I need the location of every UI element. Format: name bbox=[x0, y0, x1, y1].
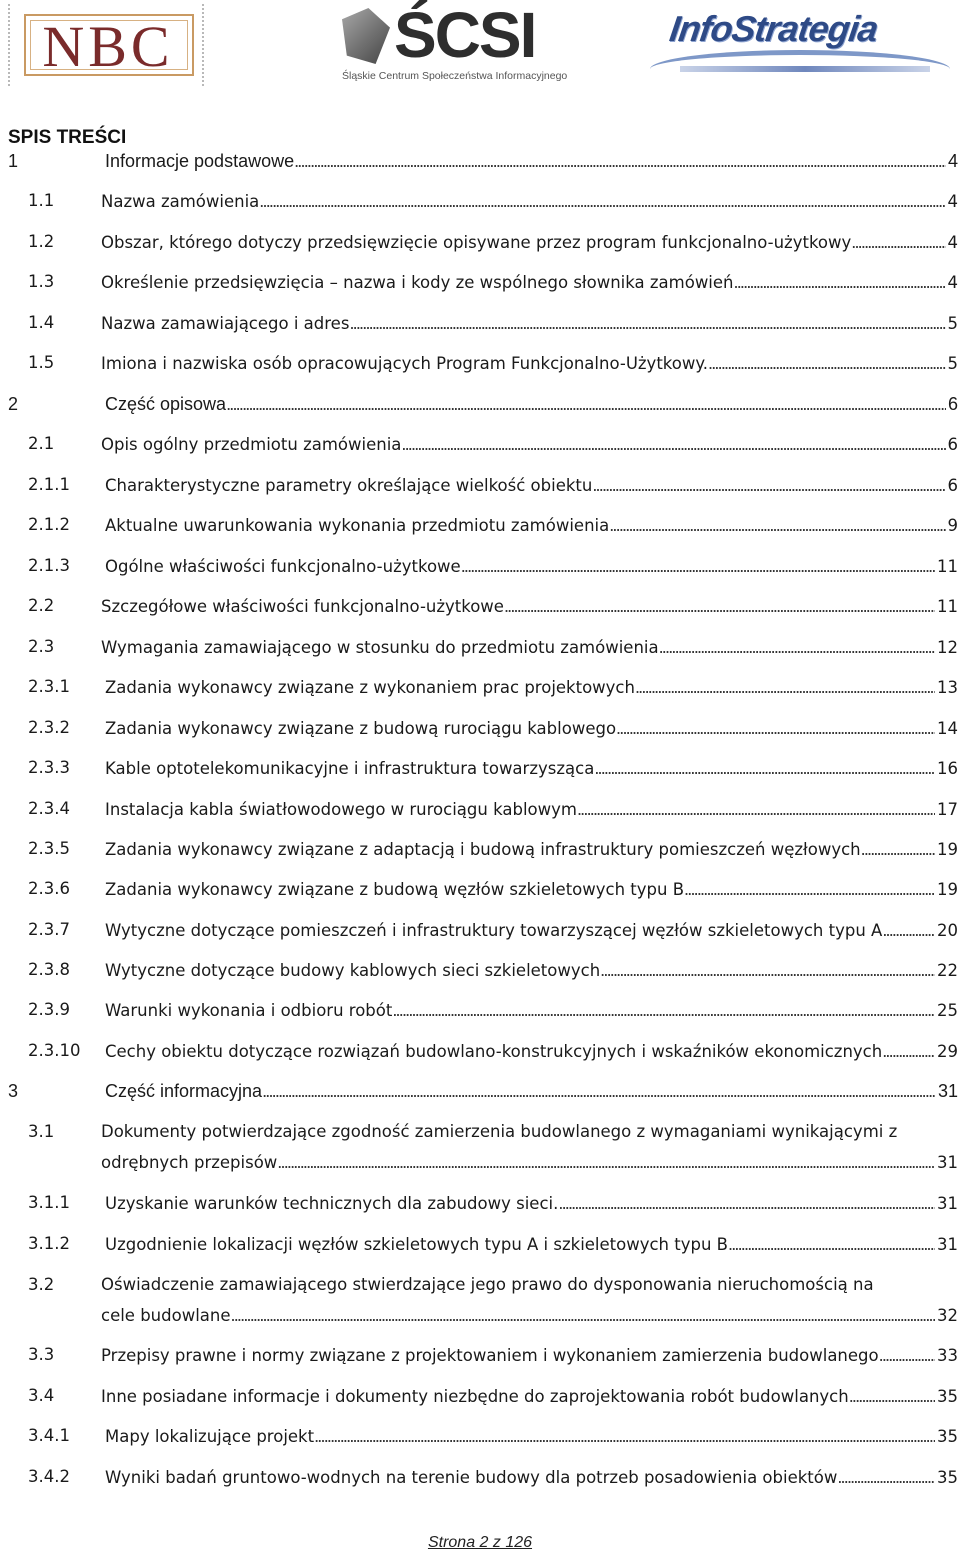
toc-entry-title: Wymagania zamawiającego w stosunku do przedmiotu zamówienia bbox=[101, 638, 659, 657]
toc-entry-leader-dots bbox=[635, 672, 935, 702]
toc-entry-title: Obszar, którego dotyczy przedsięwzięcie opisywane przez program funkcjonalno-użytkowy bbox=[101, 233, 852, 252]
toc-entry-number: 3.2 bbox=[28, 1275, 55, 1294]
toc-entry-number: 1.2 bbox=[28, 232, 55, 251]
toc-entry-page-number: 11 bbox=[937, 557, 958, 576]
toc-entry-line bbox=[105, 146, 958, 176]
toc-entry-page-number: 33 bbox=[937, 1346, 958, 1365]
toc-entry-title: Wytyczne dotyczące budowy kablowych sieci szkieletowych bbox=[105, 961, 601, 980]
toc-entry-line bbox=[105, 995, 958, 1026]
toc-entry[interactable] bbox=[8, 389, 958, 419]
page-footer: Strona 2 z 126 bbox=[427, 1534, 533, 1551]
toc-entry-leader-dots bbox=[616, 713, 935, 743]
toc-entry-number: 2.3.9 bbox=[28, 1000, 70, 1019]
toc-entry-title: Zadania wykonawcy związane z wykonaniem prac projektowych bbox=[105, 678, 635, 697]
toc-entry[interactable] bbox=[28, 1270, 958, 1330]
toc-entry[interactable] bbox=[28, 713, 958, 743]
toc-entry-line bbox=[101, 227, 958, 258]
toc-entry-page-number: 16 bbox=[937, 759, 958, 778]
toc-heading: SPIS TREŚCI bbox=[8, 127, 127, 148]
toc-entry-page-number: 13 bbox=[937, 678, 958, 697]
toc-entry-leader-dots bbox=[259, 186, 945, 216]
toc-entry-line bbox=[101, 1300, 958, 1331]
toc-entry-line bbox=[105, 510, 958, 541]
toc-entry[interactable] bbox=[28, 470, 958, 500]
toc-entry-line bbox=[101, 429, 958, 460]
toc-entry-number: 1.1 bbox=[28, 191, 55, 210]
toc-entry-number: 2.3.3 bbox=[28, 758, 70, 777]
toc-entry-leader-dots bbox=[882, 915, 935, 945]
toc-entry[interactable] bbox=[28, 308, 958, 338]
toc-entry[interactable] bbox=[28, 551, 958, 581]
toc-entry-page-number: 4 bbox=[947, 273, 958, 292]
toc-entry-number: 3.1 bbox=[28, 1122, 55, 1141]
toc-entry-title: Zadania wykonawcy związane z budową węzłów szkieletowych typu B bbox=[105, 880, 685, 899]
toc-entry-number: 2 bbox=[8, 394, 19, 414]
toc-entry-line bbox=[105, 1421, 958, 1452]
toc-entry-page-number: 29 bbox=[937, 1042, 958, 1061]
toc-entry[interactable] bbox=[28, 632, 958, 662]
toc-entry-title: Aktualne uwarunkowania wykonania przedmiotu zamówienia bbox=[105, 516, 610, 535]
toc-entry-title: Mapy lokalizujące projekt bbox=[105, 1427, 315, 1446]
toc-entry[interactable] bbox=[28, 429, 958, 459]
toc-entry-title: Nazwa zamówienia bbox=[101, 192, 260, 211]
toc-entry-page-number: 6 bbox=[947, 476, 958, 495]
toc-entry-line bbox=[101, 267, 958, 298]
toc-entry-title: Inne posiadane informacje i dokumenty niezbędne do zaprojektowania robót budowlanych bbox=[101, 1387, 849, 1406]
toc-entry-title: Warunki wykonania i odbioru robót bbox=[105, 1001, 393, 1020]
toc-entry-line bbox=[105, 1076, 958, 1106]
toc-entry-title: Instalacja kabla światłowodowego w rurociągu kablowym bbox=[105, 800, 577, 819]
toc-entry[interactable] bbox=[28, 1381, 958, 1411]
toc-entry[interactable] bbox=[28, 955, 958, 985]
toc-entry-page-number: 5 bbox=[947, 354, 958, 373]
toc-entry[interactable] bbox=[28, 510, 958, 540]
toc-entry-line bbox=[105, 551, 958, 582]
toc-entry-leader-dots bbox=[851, 227, 945, 257]
toc-entry[interactable] bbox=[28, 267, 958, 297]
toc-entry-title: Część opisowa bbox=[105, 394, 227, 414]
toc-entry-line bbox=[105, 915, 958, 946]
toc-entry-number: 2.3.2 bbox=[28, 718, 70, 737]
toc-entry-title: Wytyczne dotyczące pomieszczeń i infrastruktury towarzyszącej węzłów szkieletowych typu A bbox=[105, 921, 883, 940]
toc-entry-number: 2.2 bbox=[28, 596, 55, 615]
toc-entry-leader-dots bbox=[592, 470, 945, 500]
toc-entry-page-number: 25 bbox=[937, 1001, 958, 1020]
toc-entry[interactable] bbox=[28, 1036, 958, 1066]
toc-entry-page-number: 17 bbox=[937, 800, 958, 819]
toc-entry-leader-dots bbox=[277, 1147, 935, 1177]
nbc-logo-text: NBC bbox=[42, 14, 174, 79]
toc-entry-page-number: 4 bbox=[947, 233, 958, 252]
toc-entry-page-number: 19 bbox=[937, 840, 958, 859]
toc-entry-page-number: 4 bbox=[947, 192, 958, 211]
toc-entry-page-number: 31 bbox=[937, 1194, 958, 1213]
toc-entry-page-number: 5 bbox=[947, 314, 958, 333]
infostrategia-logo bbox=[640, 4, 958, 88]
toc-entry-number: 1.3 bbox=[28, 272, 55, 291]
nbc-logo bbox=[8, 4, 204, 86]
toc-entry-line bbox=[105, 955, 958, 986]
toc-entry-number: 2.1 bbox=[28, 434, 55, 453]
toc-entry-leader-dots bbox=[659, 632, 935, 662]
toc-entry-title: Opis ogólny przedmiotu zamówienia bbox=[101, 435, 402, 454]
toc-entry-page-number: 6 bbox=[947, 435, 958, 454]
toc-entry-line bbox=[101, 348, 958, 379]
toc-entry-number: 2.1.3 bbox=[28, 556, 70, 575]
toc-entry-title: Kable optotelekomunikacyjne i infrastruktura towarzysząca bbox=[105, 759, 595, 778]
toc-entry-line bbox=[101, 632, 958, 663]
toc-entry[interactable] bbox=[28, 1188, 958, 1218]
toc-entry-leader-dots bbox=[294, 146, 946, 176]
toc-entry-title: Uzyskanie warunków technicznych dla zabudowy sieci. bbox=[105, 1194, 559, 1213]
toc-entry-title: Zadania wykonawcy związane z adaptacją i budową infrastruktury pomieszczeń węzłowych bbox=[105, 840, 861, 859]
toc-entry-leader-dots bbox=[879, 1340, 935, 1370]
toc-entry[interactable] bbox=[28, 834, 958, 864]
toc-entry-leader-dots bbox=[837, 1462, 935, 1492]
header-logos bbox=[0, 0, 960, 92]
toc-entry-leader-dots bbox=[849, 1381, 935, 1411]
toc-entry-title: Charakterystyczne parametry określające wielkość obiektu bbox=[105, 476, 593, 495]
toc-entry[interactable] bbox=[28, 874, 958, 904]
toc-entry-leader-dots bbox=[600, 955, 935, 985]
toc-entry-page-number: 4 bbox=[947, 151, 958, 171]
toc-entry-leader-dots bbox=[231, 1300, 935, 1330]
toc-entry-line bbox=[105, 753, 958, 784]
toc-entry[interactable] bbox=[8, 1076, 958, 1106]
toc-entry[interactable] bbox=[28, 1117, 958, 1177]
toc-entry-line bbox=[105, 1188, 958, 1219]
toc-entry[interactable] bbox=[28, 753, 958, 783]
toc-entry[interactable] bbox=[28, 1340, 958, 1370]
toc-entry-line bbox=[101, 1147, 958, 1178]
toc-entry-leader-dots bbox=[314, 1421, 935, 1451]
toc-entry-title: Wyniki badań gruntowo-wodnych na terenie budowy dla potrzeb posadowienia obiektów bbox=[105, 1468, 838, 1487]
toc-entry-page-number: 35 bbox=[937, 1387, 958, 1406]
toc-entry[interactable] bbox=[28, 1229, 958, 1259]
toc-entry-page-number: 14 bbox=[937, 719, 958, 738]
toc-entry-title: Przepisy prawne i normy związane z projektowaniem i wykonaniem zamierzenia budowlanego bbox=[101, 1346, 879, 1365]
toc-entry-title: Określenie przedsięwzięcia – nazwa i kody ze wspólnego słownika zamówień bbox=[101, 273, 734, 292]
toc-entry[interactable] bbox=[28, 1462, 958, 1492]
toc-entry-title: Imiona i nazwiska osób opracowujących Program Funkcjonalno-Użytkowy. bbox=[101, 354, 709, 373]
toc-entry-page-number: 20 bbox=[937, 921, 958, 940]
toc-entry-page-number: 19 bbox=[937, 880, 958, 899]
toc-entry-number: 2.3.10 bbox=[28, 1041, 81, 1060]
toc-entry-number: 2.1.2 bbox=[28, 515, 70, 534]
toc-entry-number: 2.3.1 bbox=[28, 677, 70, 696]
toc-entry-leader-dots bbox=[684, 874, 935, 904]
toc-entry-line bbox=[105, 834, 958, 865]
toc-entry-title: Uzgodnienie lokalizacji węzłów szkieletowych typu A i szkieletowych typu B bbox=[105, 1235, 728, 1254]
toc-entry-page-number: 32 bbox=[937, 1306, 958, 1325]
toc-entry-line bbox=[105, 794, 958, 825]
toc-entry[interactable] bbox=[28, 591, 958, 621]
toc-entry-title: cele budowlane bbox=[101, 1306, 231, 1325]
toc-entry[interactable] bbox=[8, 146, 958, 176]
toc-entry-line bbox=[105, 874, 958, 905]
toc-entry-line bbox=[101, 1340, 958, 1371]
toc-entry-page-number: 31 bbox=[937, 1235, 958, 1254]
toc-entry-page-number: 11 bbox=[937, 597, 958, 616]
toc-entry-line bbox=[101, 308, 958, 339]
toc-entry-leader-dots bbox=[558, 1188, 935, 1218]
toc-entry-title-first-line: Oświadczenie zamawiającego stwierdzające jego prawo do dysponowania nieruchomością na bbox=[101, 1275, 874, 1294]
toc-entry-number: 3.1.2 bbox=[28, 1234, 70, 1253]
toc-entry-number: 1.4 bbox=[28, 313, 55, 332]
toc-entry-title: Szczegółowe właściwości funkcjonalno-użytkowe bbox=[101, 597, 504, 616]
toc-entry-title: Nazwa zamawiającego i adres bbox=[101, 314, 350, 333]
toc-entry-leader-dots bbox=[401, 429, 945, 459]
toc-entry-number: 3.4.1 bbox=[28, 1426, 70, 1445]
toc-entry-number: 2.1.1 bbox=[28, 475, 70, 494]
toc-entry-leader-dots bbox=[504, 591, 935, 621]
toc-entry-title: Zadania wykonawcy związane z budową rurociągu kablowego bbox=[105, 719, 617, 738]
infostrategia-bar-icon bbox=[680, 66, 930, 72]
toc-entry-leader-dots bbox=[392, 995, 935, 1025]
toc-entry-line bbox=[105, 1462, 958, 1493]
toc-entry-page-number: 12 bbox=[937, 638, 958, 657]
toc-entry-number: 3 bbox=[8, 1081, 19, 1101]
toc-entry-leader-dots bbox=[882, 1036, 935, 1066]
toc-entry[interactable] bbox=[28, 227, 958, 257]
toc-entry-title-first-line: Dokumenty potwierdzające zgodność zamierzenia budowlanego z wymaganiami wynikającymi z bbox=[101, 1122, 898, 1141]
toc-entry[interactable] bbox=[28, 794, 958, 824]
toc-entry-leader-dots bbox=[728, 1229, 935, 1259]
toc-entry[interactable] bbox=[28, 672, 958, 702]
toc-entry-line bbox=[105, 1229, 958, 1260]
toc-entry-line bbox=[101, 186, 958, 217]
toc-entry-title: Ogólne właściwości funkcjonalno-użytkowe bbox=[105, 557, 461, 576]
toc-entry-title: Informacje podstawowe bbox=[105, 151, 295, 171]
toc-entry-page-number: 6 bbox=[947, 394, 958, 414]
toc-entry-line bbox=[105, 1036, 958, 1067]
toc-entry-line bbox=[105, 672, 958, 703]
toc-entry-leader-dots bbox=[461, 551, 935, 581]
toc-entry-number: 3.1.1 bbox=[28, 1193, 70, 1212]
toc-entry-page-number: 31 bbox=[937, 1153, 958, 1172]
toc-entry-number: 2.3 bbox=[28, 637, 55, 656]
toc-entry-title: odrębnych przepisów bbox=[101, 1153, 278, 1172]
scsi-logo-subtitle: Śląskie Centrum Społeczeństwa Informacyjnego bbox=[342, 70, 568, 82]
toc-entry-page-number: 22 bbox=[937, 961, 958, 980]
toc-entry-leader-dots bbox=[226, 389, 946, 419]
toc-entry[interactable] bbox=[28, 348, 958, 378]
toc-entry-number: 3.4.2 bbox=[28, 1467, 70, 1486]
toc-entry[interactable] bbox=[28, 915, 958, 945]
infostrategia-logo-text: InfoStrategia bbox=[667, 8, 880, 49]
toc-entry-leader-dots bbox=[594, 753, 935, 783]
toc-entry-leader-dots bbox=[349, 308, 945, 338]
toc-entry-line bbox=[101, 591, 958, 622]
scsi-logo-mark-icon bbox=[342, 8, 390, 64]
toc-entry-number: 1.5 bbox=[28, 353, 55, 372]
toc-entry-number: 2.3.5 bbox=[28, 839, 70, 858]
toc-entry-leader-dots bbox=[734, 267, 946, 297]
toc-entry-leader-dots bbox=[609, 510, 945, 540]
toc-entry[interactable] bbox=[28, 186, 958, 216]
toc-entry-page-number: 9 bbox=[947, 516, 958, 535]
toc-entry-page-number: 31 bbox=[937, 1081, 958, 1101]
toc-entry-page-number: 35 bbox=[937, 1427, 958, 1446]
toc-entry-number: 2.3.4 bbox=[28, 799, 70, 818]
toc-entry-number: 3.3 bbox=[28, 1345, 55, 1364]
toc-entry-line bbox=[105, 470, 958, 501]
toc-entry-line bbox=[101, 1381, 958, 1412]
toc-entry-number: 1 bbox=[8, 151, 19, 171]
toc-entry-title: Cechy obiektu dotyczące rozwiązań budowlano-konstrukcyjnych i wskaźników ekonomicznych bbox=[105, 1042, 883, 1061]
scsi-logo-text: ŚCSI bbox=[394, 0, 536, 71]
toc-entry-leader-dots bbox=[708, 348, 945, 378]
toc-entry-page-number: 35 bbox=[937, 1468, 958, 1487]
toc-entry-title: Część informacyjna bbox=[105, 1081, 263, 1101]
toc-entry-line bbox=[105, 713, 958, 744]
toc-entry[interactable] bbox=[28, 995, 958, 1025]
toc-entry-leader-dots bbox=[861, 834, 935, 864]
toc-entry-leader-dots bbox=[577, 794, 935, 824]
scsi-logo bbox=[338, 0, 578, 88]
toc-entry-number: 2.3.8 bbox=[28, 960, 70, 979]
toc-entry-number: 2.3.7 bbox=[28, 920, 70, 939]
toc-entry-number: 3.4 bbox=[28, 1386, 55, 1405]
toc-entry[interactable] bbox=[28, 1421, 958, 1451]
toc-entry-leader-dots bbox=[262, 1076, 936, 1106]
toc-entry-number: 2.3.6 bbox=[28, 879, 70, 898]
toc-entry-line bbox=[105, 389, 958, 419]
